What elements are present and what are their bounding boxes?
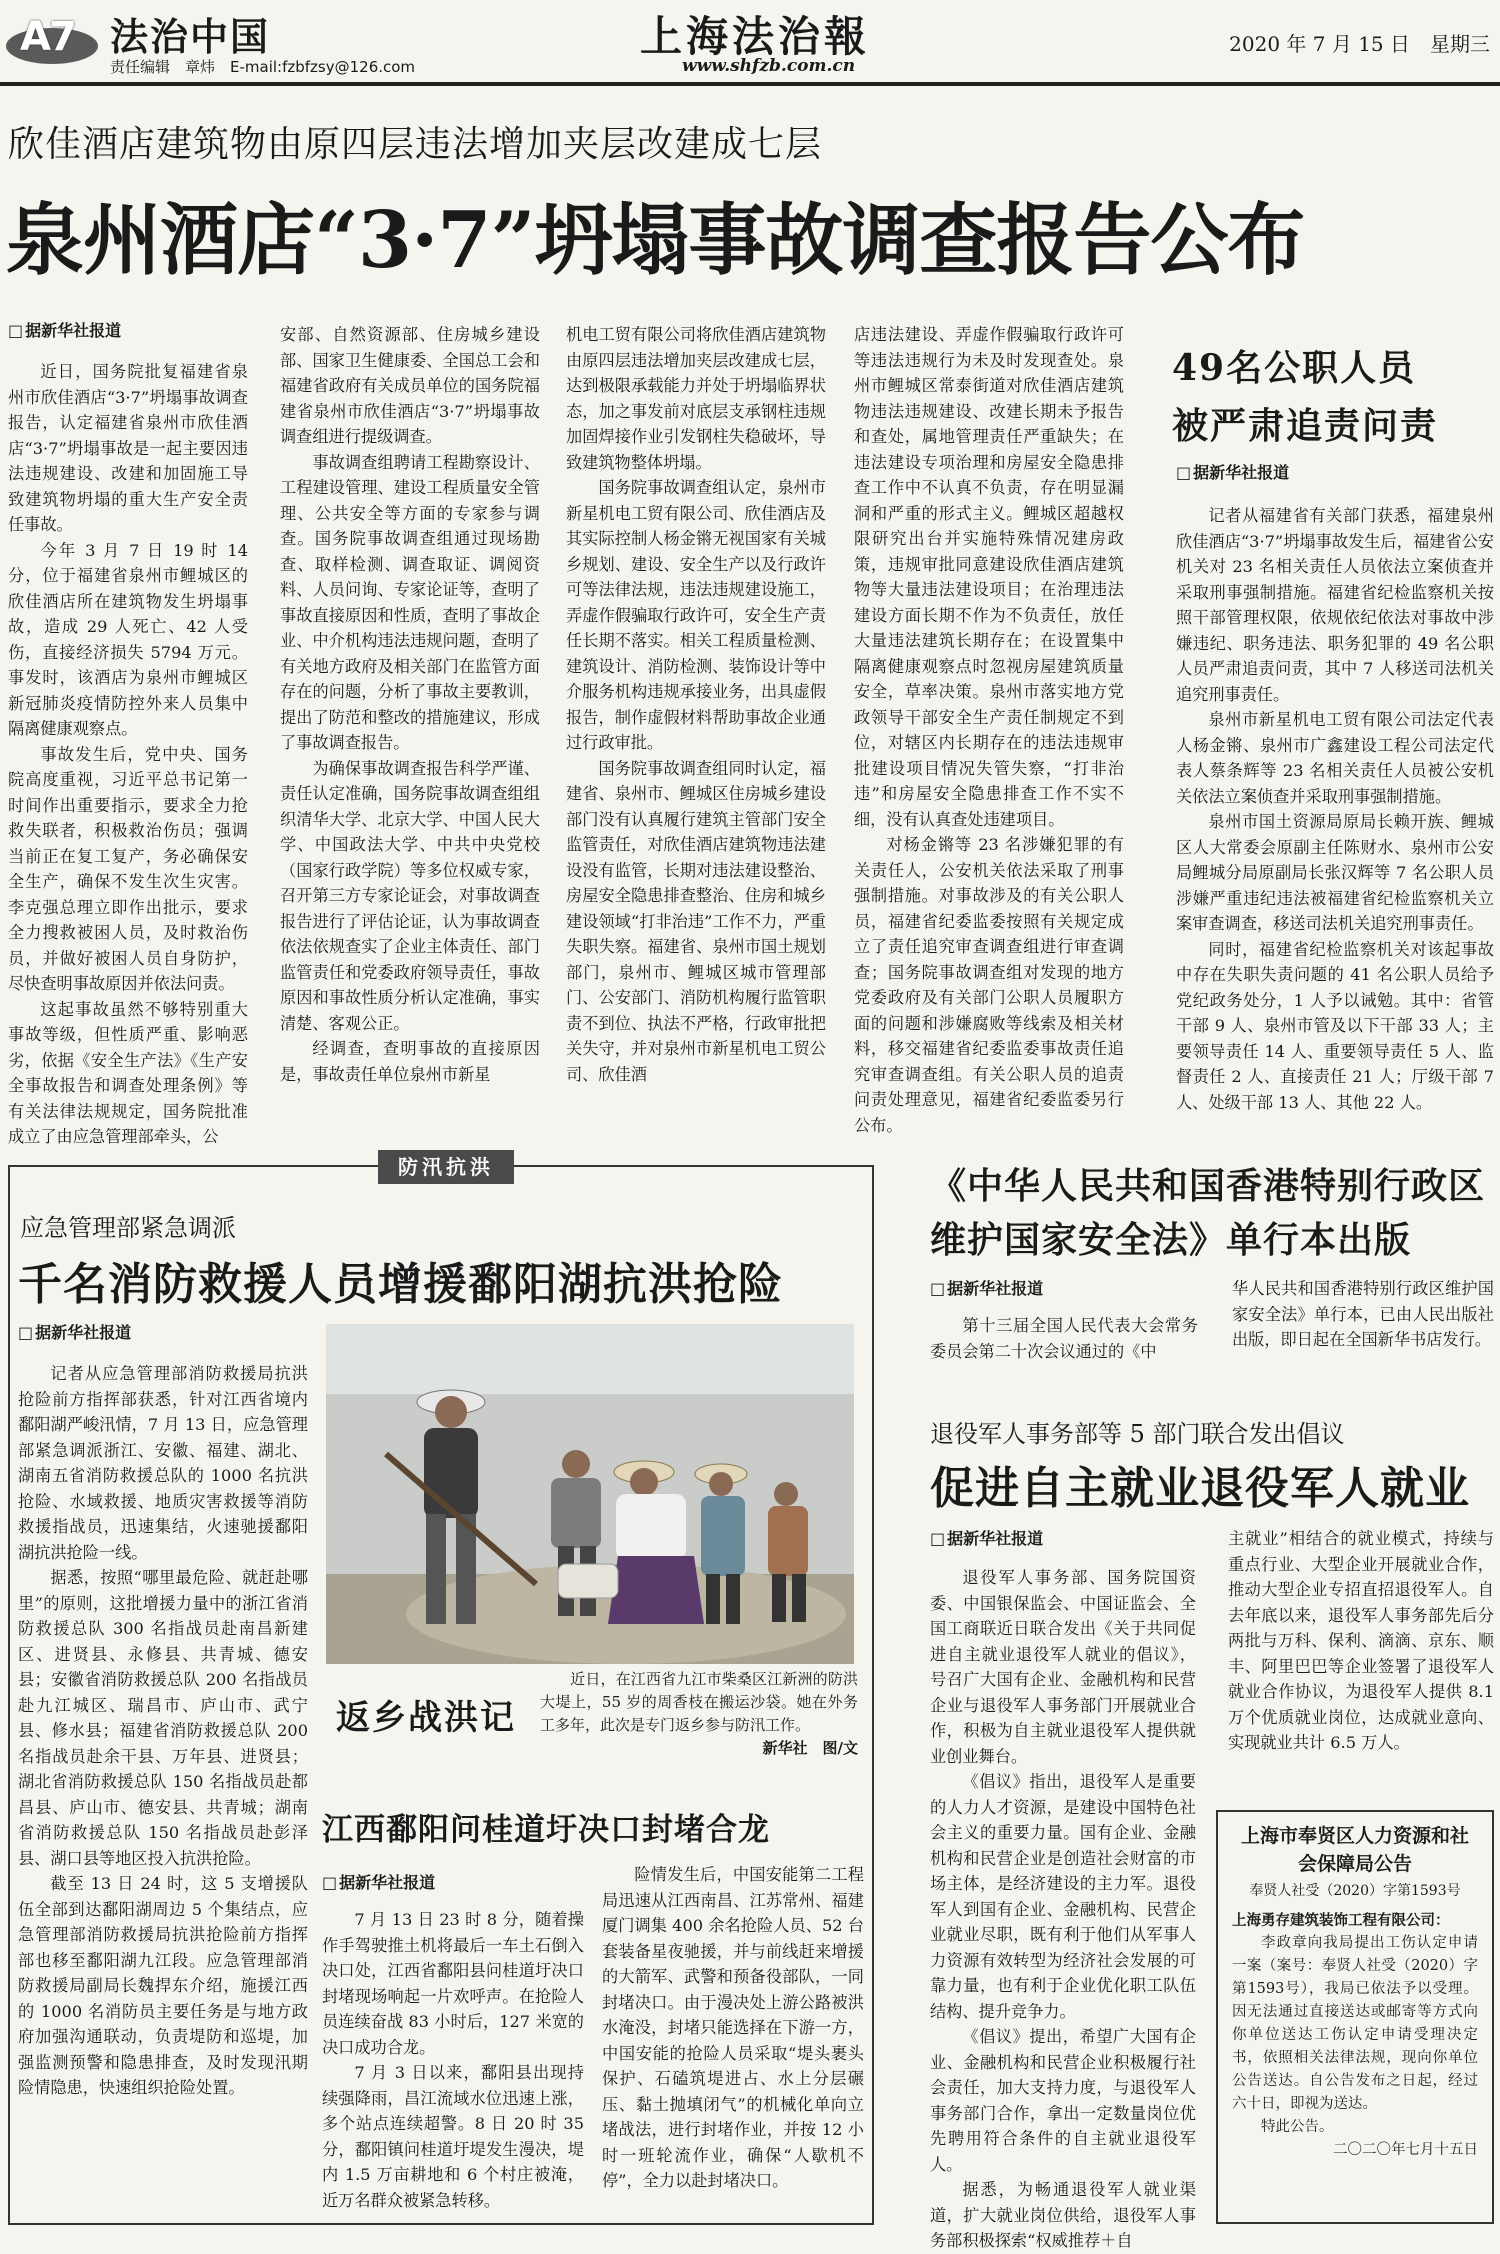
flood-kicker: 应急管理部紧急调派	[20, 1214, 236, 1242]
side-title-line-2: 被严肃追责问责	[1172, 405, 1439, 447]
lead-paragraph: 今年 3 月 7 日 19 时 14 分，位于福建省泉州市鲤城区的欣佳酒店所在建筑物发生坍塌事故，造成 29 人死亡、42 人受伤，直接经济损失 5794 万元。事发时，该酒店为泉州市鲤城区新冠肺炎疫情防控外来人员集中隔离健康观察点。	[8, 540, 248, 738]
lead-column-1	[8, 318, 248, 1146]
vet-kicker: 退役军人事务部等 5 部门联合发出倡议	[930, 1420, 1345, 1448]
hk-title-line-1: 《中华人民共和国香港特别行政区	[930, 1165, 1486, 1207]
sub-story-column-1	[322, 1870, 584, 2210]
vet-paragraph: 《倡议》提出，希望广大国有企业、金融机构和民营企业积极履行社会责任，加大支持力度，与退役军人事务部门合作，拿出一定数量岗位优先聘用符合条件的自主就业退役军人。	[930, 2027, 1196, 2174]
lead-kicker: 欣佳酒店建筑物由原四层违法增加夹层改建成七层	[8, 124, 823, 165]
flood-paragraph: 记者从应急管理部消防救援局抗洪抢险前方指挥部获悉，针对江西省境内鄱阳湖严峻汛情，7 月 13 日，应急管理部紧急调派浙江、安徽、福建、湖北、湖南五省消防救援总队的 1000 名抗洪抢险、水域救援、地质灾害救援等消防救援指战员，迅速集结，火速驰援鄱阳湖抗洪抢险一线。	[18, 1364, 308, 1562]
flood-photo-illustration	[326, 1324, 854, 1664]
flood-byline: □ 据新华社报道	[18, 1320, 308, 1343]
hk-title-line-2: 维护国家安全法》单行本出版	[930, 1219, 1412, 1261]
vet-column-1	[930, 1526, 1196, 2250]
masthead-rule	[0, 82, 1500, 86]
flood-paragraph: 截至 13 日 24 时，这 5 支增援队伍全部到达鄱阳湖周边 5 个集结点，应急管理部消防救援局抗洪抢险前方指挥部也移至鄱阳湖九江段。应急管理部消防救援局副局长魏捍东介绍，施援江西的 1000 名消防员主要任务是与地方政府加强沟通联动，负责堤防和巡堤，加强监测预警和隐患排查，及时发现汛期险情隐患，快速组织抢险处置。	[18, 1874, 308, 2097]
notice-addressee: 上海勇存建筑装饰工程有限公司：	[1232, 1912, 1450, 1929]
lead-paragraph: 国务院事故调查组认定，泉州市新星机电工贸有限公司、欣佳酒店及其实际控制人杨金锵无视国家有关城乡规划、建设、安全生产以及行政许可等法律法规，违法违规建设施工，弄虚作假骗取行政许可，安全生产责任长期不落实。相关工程质量检测、建筑设计、消防检测、装饰设计等中介服务机构违规承接业务，出具虚假报告，制作虚假材料帮助事故企业通过行政审批。	[566, 478, 826, 752]
notice-body: 李政章向我局提出工伤认定申请一案（案号：奉贤人社受（2020）字第1593号），我局已依法予以受理。因无法通过直接送达或邮寄等方式向你单位送达工伤认定申请受理决定书，依照相关法律法规，现向你单位公告送达。自公告发布之日起，经过六十日，即视为送达。	[1232, 1935, 1478, 2112]
hk-paragraph: 第十三届全国人民代表大会常务委员会第二十次会议通过的《中	[930, 1316, 1198, 1361]
photo-caption-text: 近日，在江西省九江市柴桑区江新洲的防洪大堤上，55 岁的周香枝在搬运沙袋。她在外务工多年，此次是专门返乡参与防汛工作。	[540, 1670, 858, 1734]
notice-closing: 特此公告。	[1261, 2119, 1334, 2135]
lead-paragraph: 安部、自然资源部、住房城乡建设部、国家卫生健康委、全国总工会和福建省政府有关成员单位的国务院福建省泉州市欣佳酒店“3·7”坍塌事故调查组进行提级调查。	[280, 325, 540, 446]
side-story-body	[1176, 460, 1494, 1120]
side-paragraph: 泉州市新星机电工贸有限公司法定代表人杨金锵、泉州市广鑫建设工程公司法定代表人蔡条辉等 23 名相关责任人员被公安机关依法立案侦查并采取刑事强制措施。	[1176, 710, 1494, 806]
flood-section-tag: 防汛抗洪	[378, 1150, 514, 1184]
lead-paragraph: 近日，国务院批复福建省泉州市欣佳酒店“3·7”坍塌事故调查报告，认定福建省泉州市欣佳酒店“3·7”坍塌事故是一起主要因违法违规建设、改建和加固施工导致建筑物坍塌的重大生产安全责任事故。	[8, 362, 248, 534]
photo-caption	[540, 1668, 858, 1760]
hk-byline: □ 据新华社报道	[930, 1276, 1198, 1299]
lead-paragraph: 国务院事故调查组同时认定，福建省、泉州市、鲤城区住房城乡建设部门没有认真履行建筑主管部门安全监管责任，对欣佳酒店建筑物违法建设没有监管，长期对违法建设整治、房屋安全隐患排查整治、住房和城乡建设领域“打非治违”工作不力，严重失职失察。福建省、泉州市国土规划部门，泉州市、鲤城区城市管理部门、公安部门、消防机构履行监管职责不到位、执法不严格，行政审批把关失守，并对泉州市新星机电工贸公司、欣佳酒	[566, 758, 826, 1084]
lead-paragraph: 事故调查组聘请工程勘察设计、工程建设管理、建设工程质量安全管理、公共安全等方面的专家参与调查。国务院事故调查组通过现场勘查、取样检测、调查取证、调阅资料、人员问询、专家论证等，查明了事故直接原因和性质，查明了事故企业、中介机构违法违规问题，查明了有关地方政府及相关部门在监管方面存在的问题，分析了事故主要教训，提出了防范和整改的措施建议，形成了事故调查报告。	[280, 452, 540, 752]
sub-story-byline: □ 据新华社报道	[322, 1870, 584, 1893]
lead-paragraph: 机电工贸有限公司将欣佳酒店建筑物由原四层违法增加夹层改建成七层，达到极限承载能力并处于坍塌临界状态，加之事发前对底层支承钢柱违规加固焊接作业引发钢柱失稳破坏，导致建筑物整体坍塌。	[566, 325, 826, 472]
side-paragraph: 记者从福建省有关部门获悉，福建泉州欣佳酒店“3·7”坍塌事故发生后，福建省公安机关对 23 名相关责任人员依法立案侦查并采取刑事强制措施。福建省纪检监察机关按照干部管理权限，依规依纪依法对事故中涉嫌违纪、职务违法、职务犯罪的 49 名公职人员严肃追责问责，其中 7 人移送司法机关追究刑事责任。	[1176, 506, 1494, 704]
vet-paragraph: 据悉，为畅通退役军人就业渠道，扩大就业岗位供给，退役军人事务部积极探索“权威推荐＋自	[930, 2180, 1196, 2250]
editor-line: 责任编辑 章炜 E-mail:fzbfzsy@126.com	[110, 58, 416, 76]
sub-story-paragraph: 7 月 3 日以来，鄱阳县出现持续强降雨，昌江流域水位迅速上涨，多个站点连续超警。8 日 20 时 35 分，鄱阳镇问桂道圩堤发生漫决，堤内 1.5 万亩耕地和 6 个村庄被淹，近万名群众被紧急转移。	[322, 2063, 584, 2210]
hk-paragraph: 华人民共和国香港特别行政区维护国家安全法》单行本，已由人民出版社出版，即日起在全国新华书店发行。	[1232, 1279, 1494, 1349]
lead-paragraph: 店违法建设、弄虚作假骗取行政许可等违法违规行为未及时发现查处。泉州市鲤城区常泰街道对欣佳酒店建筑物违法违规建设、改建长期未予报告和查处，属地管理责任严重缺失；在违法建设专项治理和房屋安全隐患排查工作中不认真不负责，存在明显漏洞和严重的形式主义。鲤城区超越权限研究出台并实施特殊情况建房政策，违规审批同意建设欣佳酒店建筑物等大量违法建设项目；在治理违法建设方面长期不作为不负责任，放任大量违法建筑长期存在；在设置集中隔离健康观察点时忽视房屋建筑质量安全，草率决策。泉州市落实地方党政领导干部安全生产责任制规定不到位，对辖区内长期存在的违法违规审批建设项目情况失管失察，“打非治违”和房屋安全隐患排查工作不实不细，没有认真查处违建项目。	[854, 325, 1124, 829]
lead-paragraph: 对杨金锵等 23 名涉嫌犯罪的有关责任人，公安机关依法采取了刑事强制措施。对事故涉及的有关公职人员，福建省纪委监委按照有关规定成立了责任追究审查调查组进行审查调查；国务院事故调查组对发现的地方党委政府及有关部门公职人员履职方面的问题和涉嫌腐败等线索及相关材料，移交福建省纪委监委事故责任追究审查调查组。有关公职人员的追责问责处理意见，福建省纪委监委另行公布。	[854, 835, 1124, 1135]
flood-photo	[326, 1324, 854, 1664]
page-number-badge	[6, 6, 98, 66]
sub-story-column-2	[602, 1862, 864, 2210]
lead-paragraph: 事故发生后，党中央、国务院高度重视，习近平总书记第一时间作出重要指示，要求全力抢救失联者，积极救治伤员；强调当前正在复工复产，务必确保安全生产，确保不发生次生灾害。李克强总理立即作出批示，要求全力搜救被困人员，及时救治伤员，并做好被困人员自身防护，尽快查明事故原因并依法问责。	[8, 744, 248, 993]
lead-column-3	[566, 322, 826, 1118]
masthead	[0, 0, 1500, 84]
notice-title: 上海市奉贤区人力资源和社会保障局公告	[1240, 1825, 1469, 1875]
lead-byline: □ 据新华社报道	[8, 318, 248, 341]
flood-paragraph: 据悉，按照“哪里最危险、就赶赴哪里”的原则，这批增援力量中的浙江省消防救援总队 300 名指战员赴南昌新建区、进贤县、永修县、共青城、德安县；安徽省消防救援总队 200 名指战员赴九江城区、瑞昌市、庐山市、武宁县、修水县；福建省消防救援总队 200 名指战员赴余干县、万年县、进贤县；湖北省消防救援总队 150 名指战员赴都昌县、庐山市、德安县、共青城；湖南省消防救援总队 150 名指战员赴彭泽县、湖口县等地区投入抗洪抢险。	[18, 1568, 308, 1868]
sub-story-paragraph: 7 月 13 日 23 时 8 分，随着操作手驾驶推土机将最后一车土石倒入决口处，江西省鄱阳县问桂道圩决口封堵现场响起一片欢呼声。在抢险人员连续奋战 83 小时后，127 米宽的决口成功合龙。	[322, 1910, 584, 2057]
lead-paragraph: 经调查，查明事故的直接原因是，事故责任单位泉州市新星	[280, 1039, 540, 1084]
side-title-line-1: 49名公职人员	[1172, 347, 1417, 389]
flood-headline: 千名消防救援人员增援鄱阳湖抗洪抢险	[18, 1259, 783, 1310]
flood-main-column	[18, 1320, 308, 2210]
photo-credit: 新华社 图/文	[762, 1739, 858, 1757]
newspaper-logo: 上海法治報	[640, 12, 871, 61]
lead-column-2	[280, 322, 540, 1118]
hk-column-2	[1232, 1276, 1494, 1376]
newspaper-url: www.shfzb.com.cn	[682, 56, 856, 76]
vet-paragraph: 《倡议》指出，退役军人是重要的人力人才资源，是建设中国特色社会主义的重要力量。国有企业、金融机构和民营企业是创造社会财富的市场主体，是经济建设的主力军。退役军人到国有企业、金融机构、民营企业就业尽职，既有利于他们从军事人力资源有效转型为经济社会发展的可靠力量，也有利于企业优化职工队伍结构、提升竞争力。	[930, 1772, 1196, 2021]
page-number: A7	[20, 14, 75, 60]
notice-number: 奉贤人社受（2020）字第1593号	[1249, 1883, 1461, 1899]
issue-date: 2020 年 7 月 15 日 星期三	[1229, 32, 1490, 56]
side-byline: □ 据新华社报道	[1176, 460, 1494, 483]
sub-story-headline: 江西鄱阳问桂道圩决口封堵合龙	[322, 1812, 770, 1848]
photo-caption-title: 返乡战洪记	[336, 1698, 516, 1738]
vet-paragraph: 主就业”相结合的就业模式，持续与重点行业、大型企业开展就业合作，推动大型企业专招直招退役军人。自去年底以来，退役军人事务部先后分两批与万科、保利、滴滴、京东、顺丰、阿里巴巴等企业签署了退役军人就业合作协议，为退役军人提供 8.1 万个优质就业岗位，达成就业意向、实现就业共计 6.5 万人。	[1228, 1529, 1494, 1752]
side-paragraph: 同时，福建省纪检监察机关对该起事故中存在失职失责问题的 41 名公职人员给予党纪政务处分，1 人予以诫勉。其中：省管干部 9 人、泉州市管及以下干部 33 人；主要领导责任 14 人、重要领导责任 5 人、监督责任 2 人、直接责任 21 人；厅级干部 7 人、处级干部 13 人、其他 22 人。	[1176, 939, 1494, 1112]
vet-headline: 促进自主就业退役军人就业	[930, 1463, 1470, 1514]
lead-column-4	[854, 322, 1124, 1135]
public-notice	[1216, 1810, 1494, 2224]
hk-column-1	[930, 1276, 1198, 1376]
vet-column-2	[1228, 1526, 1494, 1796]
lead-headline: 泉州酒店“3·7”坍塌事故调查报告公布	[6, 195, 1305, 286]
section-name: 法治中国	[110, 14, 271, 59]
vet-byline: □ 据新华社报道	[930, 1526, 1196, 1549]
lead-paragraph: 为确保事故调查报告科学严谨、责任认定准确，国务院事故调查组组织清华大学、北京大学、中国人民大学、中国政法大学、中共中央党校（国家行政学院）等多位权威专家，召开第三方专家论证会，对事故调查报告进行了评估论证，认为事故调查依法依规查实了企业主体责任、部门监管责任和党委政府领导责任，事故原因和事故性质分析认定准确，事实清楚、客观公正。	[280, 758, 540, 1033]
vet-paragraph: 退役军人事务部、国务院国资委、中国银保监会、中国证监会、全国工商联近日联合发出《关于共同促进自主就业退役军人就业的倡议》，号召广大国有企业、金融机构和民营企业与退役军人事务部门开展就业合作，积极为自主就业退役军人提供就业创业舞台。	[930, 1568, 1196, 1766]
side-paragraph: 泉州市国土资源局原局长赖开族、鲤城区人大常委会原副主任陈财水、泉州市公安局鲤城分局原副局长张汉辉等 7 名公职人员涉嫌严重违纪违法被福建省纪检监察机关立案审查调查，移送司法机关追究刑事责任。	[1176, 812, 1494, 933]
sub-story-paragraph: 险情发生后，中国安能第二工程局迅速从江西南昌、江苏常州、福建厦门调集 400 余名抢险人员、52 台套装备星夜驰援，并与前线赶来增援的大箭军、武警和预备役部队，一同封堵决口。由于漫决处上游公路被洪水淹没，封堵只能选择在下游一方，中国安能的抢险人员采取“堤头裹头保护、石磕筑堤进占、水上分层碾压、黏土抛填闭气”的机械化单向立堵战法，进行封堵作业，并按 12 小时一班轮流作业，确保“人歇机不停”，全力以赴封堵决口。	[602, 1865, 864, 2190]
notice-date: 二〇二〇年七月十五日	[1333, 2142, 1478, 2158]
lead-paragraph: 这起事故虽然不够特别重大事故等级，但性质严重、影响恶劣，依据《安全生产法》《生产安全事故报告和调查处理条例》等有关法律法规规定，国务院批准成立了由应急管理部牵头，公	[8, 999, 248, 1146]
